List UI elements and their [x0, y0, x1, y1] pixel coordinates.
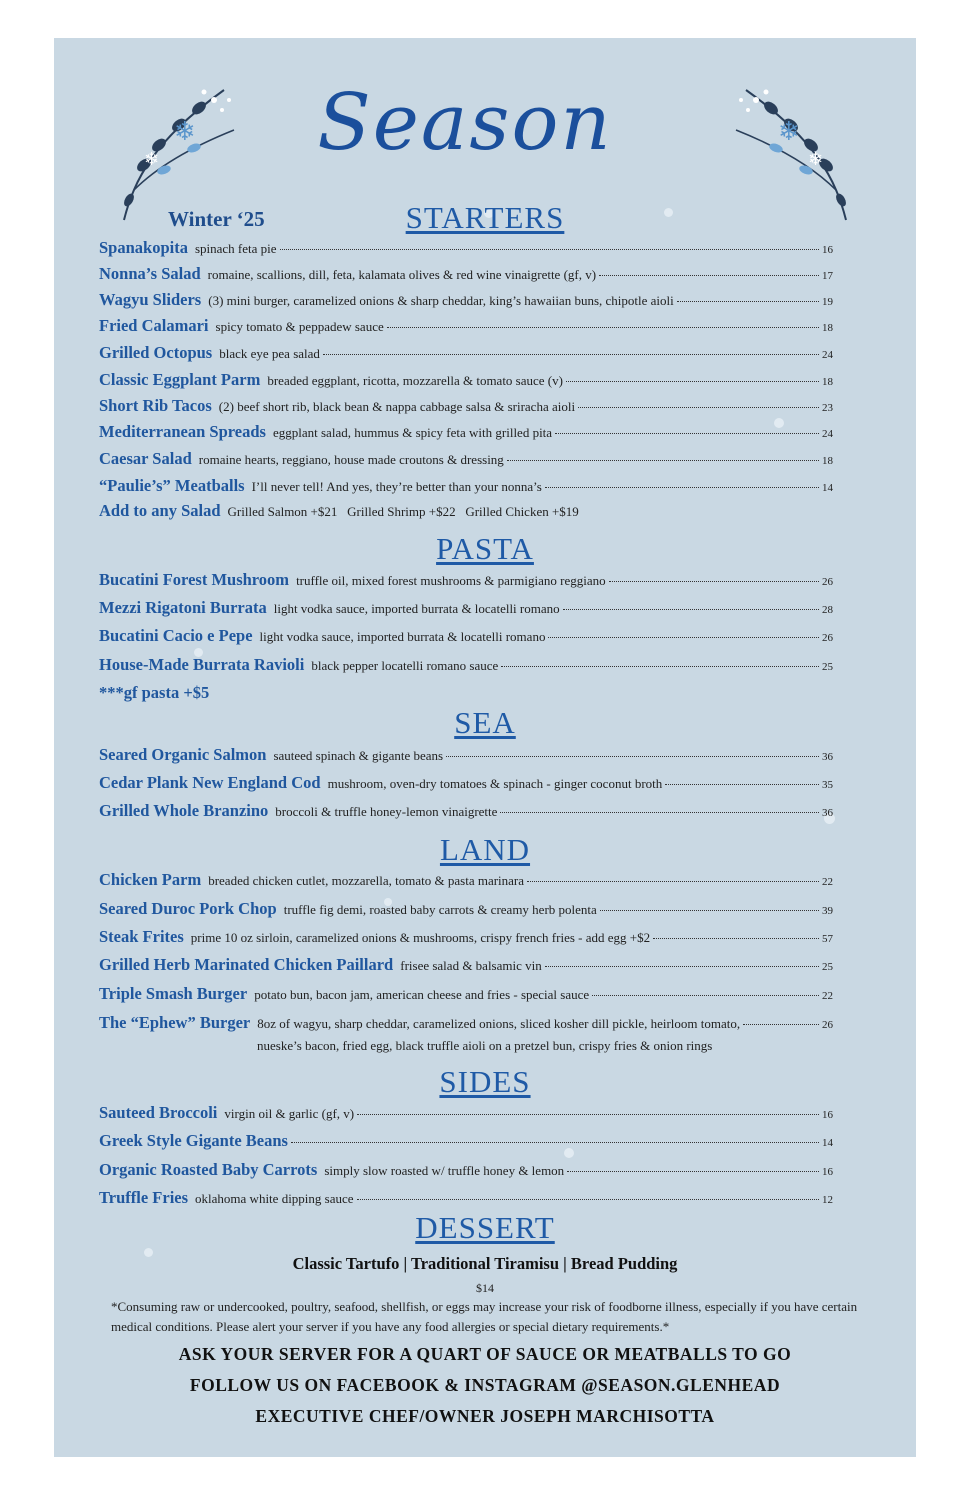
menu-item-description: black pepper locatelli romano sauce — [311, 658, 499, 673]
menu-item-description: oklahoma white dipping sauce — [195, 1191, 354, 1206]
dot-leader — [387, 327, 819, 328]
menu-item-starters — [99, 264, 833, 284]
menu-item-price: 16 — [822, 244, 833, 256]
menu-item-description: breaded eggplant, ricotta, mozzarella & tomato sauce (v) — [267, 373, 563, 388]
svg-text:❄: ❄ — [778, 117, 800, 147]
restaurant-logo: Season — [317, 78, 613, 168]
dessert-items: Classic Tartufo | Traditional Tiramisu | Bread Pudding — [292, 1254, 678, 1273]
allergy-disclaimer: *Consuming raw or undercooked, poultry, seafood, shellfish, or eggs may increase your risk of foodborne illness, especially if you have certain medical conditions. Please alert your server if you have any food allergies or special dietary requirements.* — [111, 1299, 858, 1334]
menu-item-sides — [99, 1131, 833, 1151]
menu-item-name: Greek Style Gigante Beans — [99, 1131, 288, 1150]
dot-leader — [599, 275, 819, 276]
svg-text:❄: ❄ — [144, 149, 160, 170]
menu-item-land — [99, 1013, 833, 1033]
menu-item-name: Classic Eggplant Parm — [99, 370, 261, 389]
menu-item-description: light vodka sauce, imported burrata & locatelli romano — [273, 601, 560, 616]
menu-item-sides — [99, 1188, 833, 1208]
menu-item-description: potato bun, bacon jam, american cheese and fries - special sauce — [254, 987, 590, 1002]
menu-item-description: Grilled Salmon +$21 Grilled Shrimp +$22 Grilled Chicken +$19 — [227, 504, 579, 519]
menu-item-description: truffle fig demi, roasted baby carrots & creamy herb polenta — [283, 902, 597, 917]
menu-item-name: Cedar Plank New England Cod — [99, 773, 321, 792]
menu-item-description: virgin oil & garlic (gf, v) — [224, 1106, 355, 1121]
menu-item-price: 35 — [822, 779, 833, 791]
menu-item-name: Mezzi Rigatoni Burrata — [99, 598, 267, 617]
menu-item-price: 12 — [822, 1194, 833, 1206]
menu-item-name: Seared Duroc Pork Chop — [99, 899, 277, 918]
dot-leader — [600, 910, 819, 911]
menu-item-name: Nonna’s Salad — [99, 264, 201, 283]
menu-item-pasta — [99, 570, 833, 590]
menu-item-land — [99, 984, 833, 1004]
dot-leader — [665, 784, 819, 785]
menu-item-pasta — [99, 655, 833, 675]
menu-item-price: 25 — [822, 961, 833, 973]
footer-line-chef: EXECUTIVE CHEF/OWNER JOSEPH MARCHISOTTA — [255, 1406, 715, 1426]
menu-item-price: 16 — [822, 1109, 833, 1121]
dot-leader — [743, 1024, 819, 1025]
menu-item-price: 17 — [822, 270, 833, 282]
menu-item-price: 28 — [822, 604, 833, 616]
menu-item-name: The “Ephew” Burger — [99, 1013, 251, 1032]
menu-item-price: 18 — [822, 376, 833, 388]
menu-item-description: (3) mini burger, caramelized onions & sharp cheddar, king’s hawaiian buns, chipotle aioli — [208, 293, 674, 308]
dot-leader — [357, 1199, 819, 1200]
dot-leader — [446, 756, 819, 757]
menu-item-description: mushroom, oven-dry tomatoes & spinach - ginger coconut broth — [327, 776, 663, 791]
menu-item-name: “Paulie’s” Meatballs — [99, 476, 245, 495]
menu-item-price: 14 — [822, 1137, 833, 1149]
menu-item-price: 24 — [822, 349, 833, 361]
menu-item-name: Chicken Parm — [99, 870, 202, 889]
menu-item-price: 18 — [822, 455, 833, 467]
menu-item-description: eggplant salad, hummus & spicy feta with grilled pita — [272, 425, 553, 440]
menu-item-land — [99, 955, 833, 975]
menu-season-label: Winter ‘25 — [168, 207, 265, 231]
section-heading-sides: SIDES — [439, 1064, 531, 1099]
menu-item-description: simply slow roasted w/ truffle honey & lemon — [324, 1163, 565, 1178]
section-heading-starters: STARTERS — [405, 200, 565, 235]
dot-leader — [545, 966, 819, 967]
section-heading-sea: SEA — [454, 705, 516, 740]
menu-item-description: prime 10 oz sirloin, caramelized onions & mushrooms, crispy french fries - add egg +$2 — [190, 930, 651, 945]
dot-leader — [567, 1171, 819, 1172]
menu-item-starters — [99, 343, 833, 363]
menu-item-name: Steak Frites — [99, 927, 184, 946]
menu-item-pasta — [99, 626, 833, 646]
dot-leader — [545, 487, 819, 488]
menu-item-name: Truffle Fries — [99, 1188, 189, 1207]
footer-line-social: FOLLOW US ON FACEBOOK & INSTAGRAM @SEASON.GLENHEAD — [189, 1375, 781, 1395]
menu-item-sea — [99, 745, 833, 765]
menu-item-price: 36 — [822, 751, 833, 763]
menu-item-name: Wagyu Sliders — [99, 290, 202, 309]
dot-leader — [653, 938, 819, 939]
menu-item-name: Bucatini Forest Mushroom — [99, 570, 290, 589]
dot-leader — [291, 1142, 819, 1143]
dot-leader — [500, 812, 819, 813]
menu-item-description: black eye pea salad — [219, 346, 320, 361]
menu-item-name: House-Made Burrata Ravioli — [99, 655, 305, 674]
menu-item-price: 57 — [822, 933, 833, 945]
menu-item-starters — [99, 501, 833, 521]
menu-item-name: Mediterranean Spreads — [99, 422, 266, 441]
menu-item-price: 26 — [822, 576, 833, 588]
menu-item-price: 16 — [822, 1166, 833, 1178]
menu-item-price: 36 — [822, 807, 833, 819]
menu-item-sides — [99, 1103, 833, 1123]
menu-item-description: spinach feta pie — [194, 241, 277, 256]
menu-item-name: Triple Smash Burger — [99, 984, 248, 1003]
menu-item-description: broccoli & truffle honey-lemon vinaigrette — [275, 804, 498, 819]
dot-leader — [507, 460, 819, 461]
menu-item-name: Organic Roasted Baby Carrots — [99, 1160, 318, 1179]
menu-item-sea — [99, 801, 833, 821]
menu-item-name: Grilled Whole Branzino — [99, 801, 269, 820]
menu-item-name: ***gf pasta +$5 — [99, 683, 210, 702]
menu-item-name: Seared Organic Salmon — [99, 745, 267, 764]
menu-item-sides — [99, 1160, 833, 1180]
menu-item-starters — [99, 370, 833, 390]
dot-leader — [323, 354, 819, 355]
menu-item-starters — [99, 238, 833, 258]
menu-item-name: Grilled Herb Marinated Chicken Paillard — [99, 955, 394, 974]
menu-item-description: 8oz of wagyu, sharp cheddar, caramelized onions, sliced kosher dill pickle, heirloom tomato, — [257, 1016, 741, 1031]
menu-item-starters — [99, 290, 833, 310]
svg-text:❄: ❄ — [808, 149, 824, 170]
menu-item-price: 18 — [822, 322, 833, 334]
dessert-price: $14 — [476, 1281, 494, 1295]
dot-leader — [609, 581, 819, 582]
menu-item-name: Bucatini Cacio e Pepe — [99, 626, 253, 645]
menu-item-name: Fried Calamari — [99, 316, 209, 335]
section-heading-land: LAND — [439, 832, 531, 867]
menu-item-pasta — [99, 683, 833, 703]
menu-item-starters — [99, 476, 833, 496]
menu-item-name: Caesar Salad — [99, 449, 192, 468]
menu-item-pasta — [99, 598, 833, 618]
footer-line-sauce: ASK YOUR SERVER FOR A QUART OF SAUCE OR MEATBALLS TO GO — [178, 1344, 792, 1364]
menu-item-price: 14 — [822, 482, 833, 494]
dot-leader — [548, 637, 819, 638]
menu-item-price: 39 — [822, 905, 833, 917]
dot-leader — [592, 995, 819, 996]
menu-item-price: 23 — [822, 402, 833, 414]
menu-item-name: Grilled Octopus — [99, 343, 213, 362]
svg-text:❄: ❄ — [174, 117, 196, 147]
section-heading-dessert: DESSERT — [415, 1210, 555, 1245]
menu-item-starters — [99, 449, 833, 469]
menu-item-price: 26 — [822, 1019, 833, 1031]
menu-item-description: romaine, scallions, dill, feta, kalamata olives & red wine vinaigrette (gf, v) — [207, 267, 597, 282]
menu-item-land — [99, 927, 833, 947]
menu-item-name: Sauteed Broccoli — [99, 1103, 218, 1122]
menu-item-description: truffle oil, mixed forest mushrooms & parmigiano reggiano — [296, 573, 606, 588]
dot-leader — [527, 881, 819, 882]
menu-item-price: 26 — [822, 632, 833, 644]
menu-item-description: frisee salad & balsamic vin — [400, 958, 542, 973]
dot-leader — [578, 407, 819, 408]
menu-item-description: spicy tomato & peppadew sauce — [215, 319, 384, 334]
menu-item-name: Spanakopita — [99, 238, 188, 257]
dot-leader — [566, 381, 819, 382]
menu-item-description: romaine hearts, reggiano, house made croutons & dressing — [198, 452, 504, 467]
menu-item-sea — [99, 773, 833, 793]
menu-item-description: I’ll never tell! And yes, they’re better than your nonna’s — [251, 479, 542, 494]
menu-item-description: breaded chicken cutlet, mozzarella, tomato & pasta marinara — [208, 873, 525, 888]
dot-leader — [357, 1114, 819, 1115]
dot-leader — [677, 301, 819, 302]
menu-item-starters — [99, 422, 833, 442]
menu-item-description-continued: nueske’s bacon, fried egg, black truffle aioli on a pretzel bun, crispy fries & onion rings — [257, 1038, 713, 1053]
menu-item-price: 22 — [822, 990, 833, 1002]
menu-item-name: Short Rib Tacos — [99, 396, 212, 415]
dot-leader — [280, 249, 819, 250]
menu-item-price: 19 — [822, 296, 833, 308]
menu-item-starters — [99, 396, 833, 416]
menu-item-price: 25 — [822, 661, 833, 673]
menu-item-description: sauteed spinach & gigante beans — [273, 748, 444, 763]
menu-item-land — [99, 870, 833, 890]
menu-item-price: 22 — [822, 876, 833, 888]
dot-leader — [563, 609, 819, 610]
dot-leader — [501, 666, 819, 667]
menu-item-price: 24 — [822, 428, 833, 440]
menu-item-land — [99, 899, 833, 919]
menu-item-description: (2) beef short rib, black bean & nappa cabbage salsa & sriracha aioli — [218, 399, 576, 414]
menu-item-starters — [99, 316, 833, 336]
section-heading-pasta: PASTA — [436, 531, 534, 566]
menu-item-name: Add to any Salad — [99, 501, 221, 520]
dot-leader — [555, 433, 819, 434]
menu-item-description: light vodka sauce, imported burrata & locatelli romano — [259, 629, 546, 644]
